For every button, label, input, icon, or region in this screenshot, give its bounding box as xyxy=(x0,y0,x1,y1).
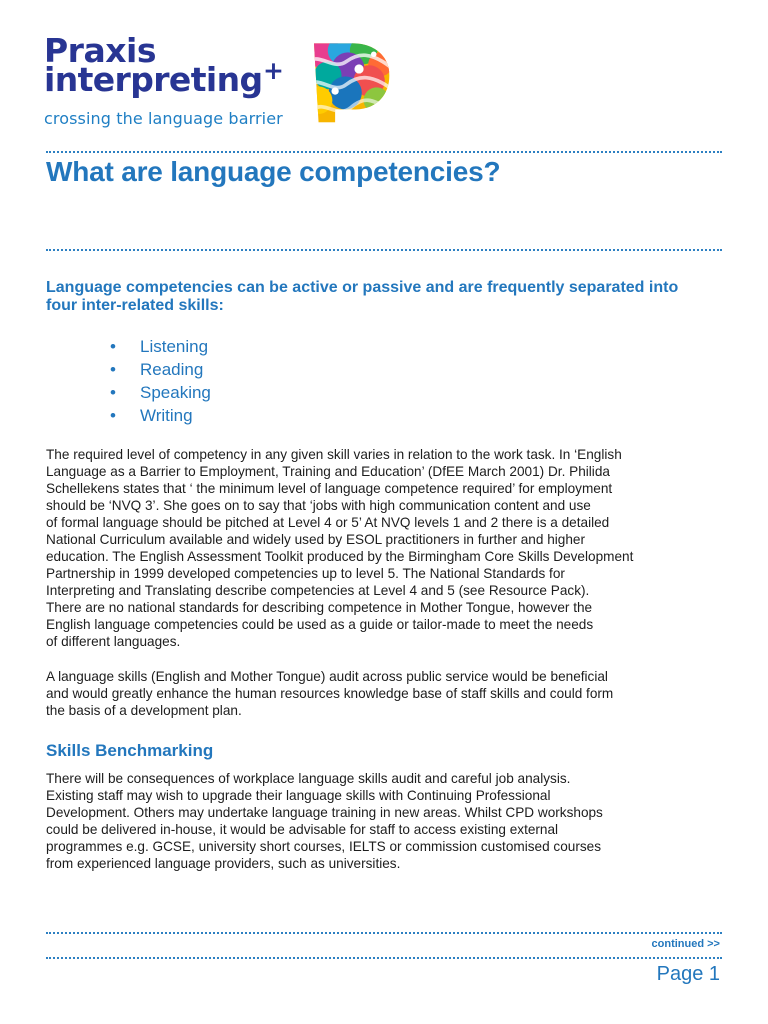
paragraph-line: Interpreting and Translating describe competencies at Level 4 and 5 (see Resource Pack). xyxy=(46,583,590,598)
paragraph-line: National Curriculum available and widely used by ESOL practitioners in further and higher xyxy=(46,532,585,547)
bullet-icon: • xyxy=(110,360,116,379)
paragraph-line: of formal language should be pitched at Level 4 or 5’ At NVQ levels 1 and 2 there is a detailed xyxy=(46,515,610,530)
paragraph-line: The required level of competency in any given skill varies in relation to the work task. In ‘English xyxy=(46,447,622,462)
title-divider xyxy=(46,249,722,251)
benchmarking-paragraph xyxy=(46,770,722,872)
skill-item-writing xyxy=(110,404,211,427)
skill-item-listening xyxy=(110,335,211,358)
competency-paragraph xyxy=(46,446,722,650)
top-divider xyxy=(46,151,722,153)
footer-bottom-divider xyxy=(46,957,722,959)
praxis-logo xyxy=(44,31,394,129)
skill-item-speaking xyxy=(110,381,211,404)
paragraph-line: could be delivered in-house, it would be advisable for staff to access existing external xyxy=(46,822,559,837)
bullet-icon: • xyxy=(110,406,116,425)
section-heading-skills-benchmarking: Skills Benchmarking xyxy=(46,741,214,760)
skills-list xyxy=(110,335,211,427)
paragraph-line: education. The English Assessment Toolkit produced by the Birmingham Core Skills Development xyxy=(46,549,634,564)
skill-label: Listening xyxy=(140,337,209,356)
page-title: What are language competencies? xyxy=(46,156,501,187)
footer-top-divider xyxy=(46,932,722,934)
continued-link[interactable]: continued >> xyxy=(651,938,720,950)
bullet-icon: • xyxy=(110,337,116,356)
paragraph-line: Existing staff may wish to upgrade their language skills with Continuing Professional xyxy=(46,788,551,803)
logo-wordmark xyxy=(44,31,263,99)
page-number: Page 1 xyxy=(656,963,720,985)
skill-label: Speaking xyxy=(140,383,211,402)
bullet-icon: • xyxy=(110,383,116,402)
paragraph-line: and would greatly enhance the human resources knowledge base of staff skills and could form xyxy=(46,686,614,701)
paragraph-line: the basis of a development plan. xyxy=(46,703,242,718)
paragraph-line: programmes e.g. GCSE, university short courses, IELTS or commission customised courses xyxy=(46,839,602,854)
paragraph-line: Partnership in 1999 developed competencies up to level 5. The National Standards for xyxy=(46,566,565,581)
skill-item-reading xyxy=(110,358,211,381)
paragraph-line: English language competencies could be used as a guide or tailor-made to meet the needs xyxy=(46,617,594,632)
skill-label: Writing xyxy=(140,406,193,425)
paragraph-line: should be ‘NVQ 3’. She goes on to say that ‘jobs with high communication content and use xyxy=(46,498,591,513)
audit-paragraph xyxy=(46,668,722,719)
paragraph-line: from experienced language providers, such as universities. xyxy=(46,856,401,871)
colorful-p-icon xyxy=(302,34,394,126)
paragraph-line: of different languages. xyxy=(46,634,181,649)
intro-heading: Language competencies can be active or passive and are frequently separated into four inter-related skills: xyxy=(46,279,679,314)
paragraph-line: Development. Others may undertake language training in new areas. Whilst CPD workshops xyxy=(46,805,603,820)
skill-label: Reading xyxy=(140,360,204,379)
paragraph-line: There are no national standards for describing competence in Mother Tongue, however the xyxy=(46,600,593,615)
brand-line-interpreting: interpreting xyxy=(44,60,263,99)
paragraph-line: There will be consequences of workplace language skills audit and careful job analysis. xyxy=(46,771,571,786)
paragraph-line: Schellekens states that ‘ the minimum level of language competence required’ for employment xyxy=(46,481,613,496)
brand-plus: + xyxy=(263,56,284,85)
paragraph-line: A language skills (English and Mother Tongue) audit across public service would be beneficial xyxy=(46,669,608,684)
brand-tagline: crossing the language barrier xyxy=(44,109,283,128)
brand-line-praxis: Praxis xyxy=(44,31,156,70)
paragraph-line: Language as a Barrier to Employment, Training and Education’ (DfEE March 2001) Dr. Philida xyxy=(46,464,610,479)
